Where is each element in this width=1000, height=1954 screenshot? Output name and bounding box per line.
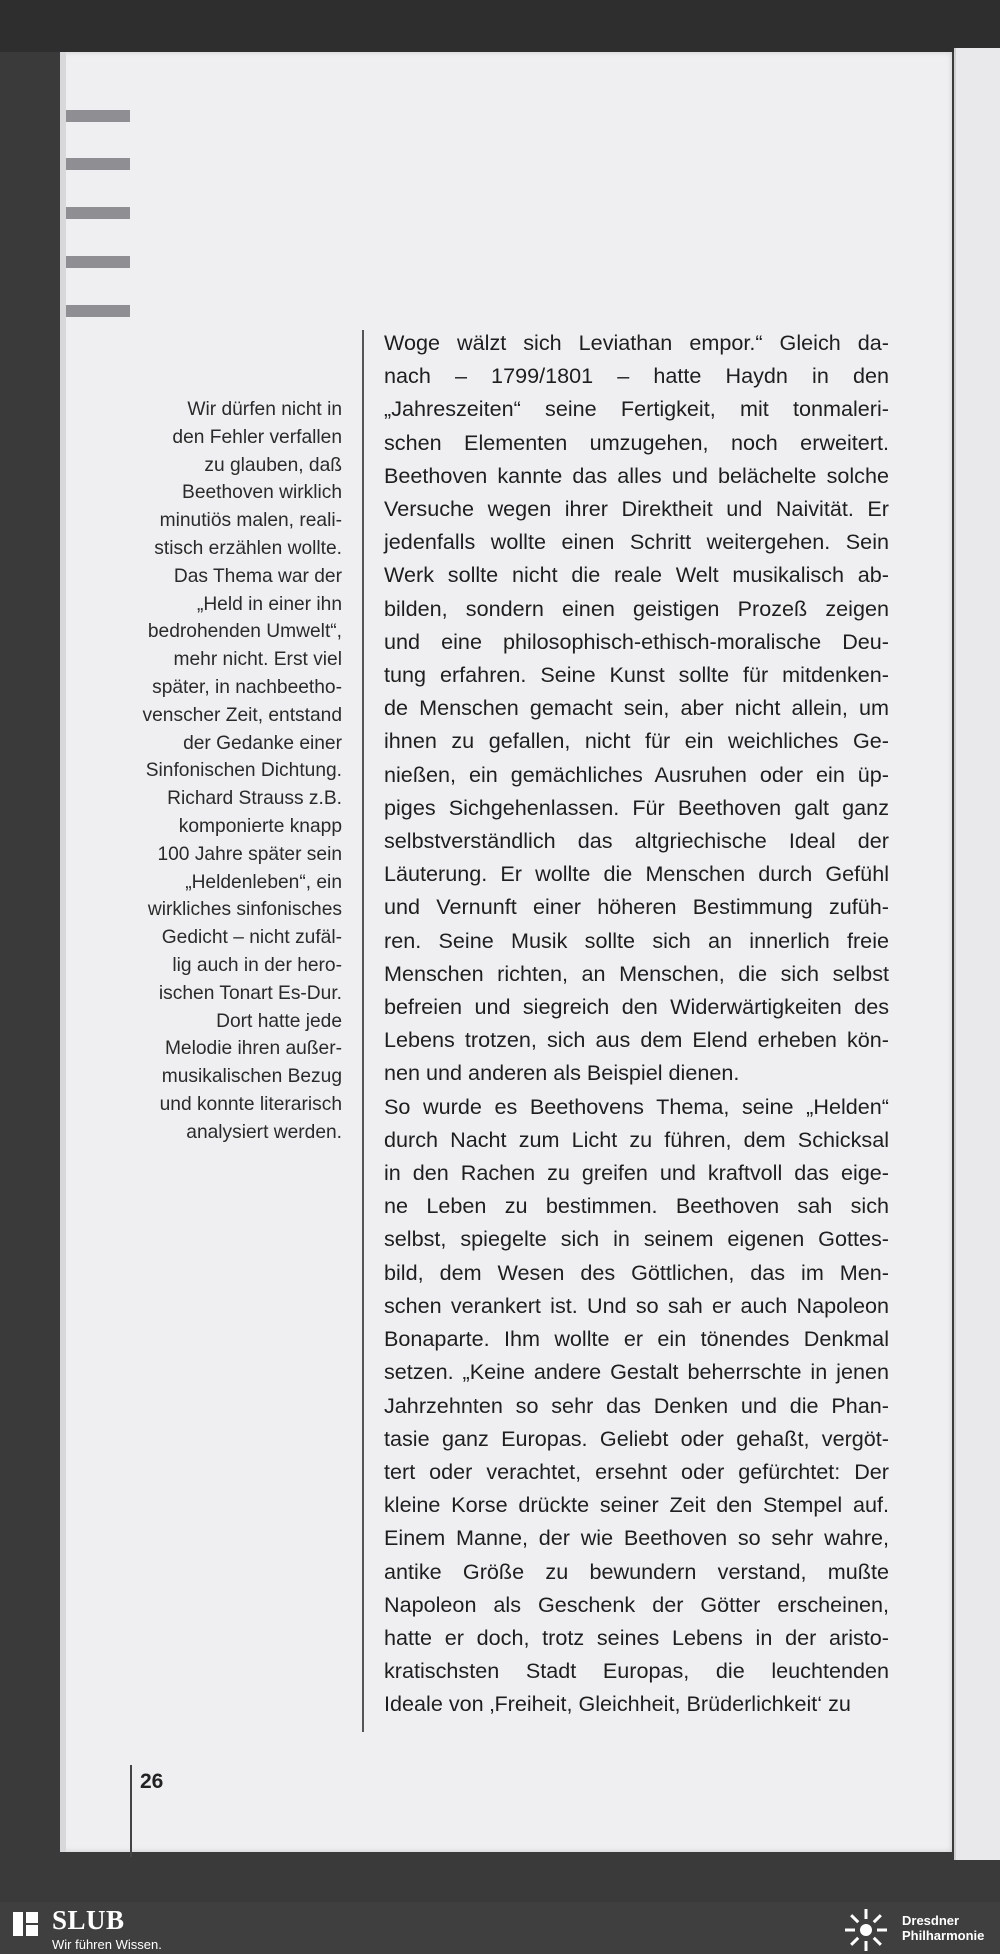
margin-tab-mark [66, 110, 130, 122]
text-line: Ideale von ‚Freiheit, Gleichheit, Brüderlichkeit‘ zu [384, 1691, 851, 1717]
next-page-edge [954, 48, 1000, 1860]
slub-logo-icon [12, 1910, 40, 1938]
text-line: Läuterung. Er wollte die Menschen durch Gefühl [384, 861, 889, 887]
margin-note: Wir dürfen nicht in den Fehler verfallen zu glauben, daß Beethoven wirklich minutiös malen, reali- stisch erzählen wollte. Das Thema war der „Held in einer ihn bedrohenden Umwelt“, mehr nicht. Erst viel später, in nachbeetho- venscher Zeit, entstand der Gedanke einer Sinfonischen Dichtung. Richard Strauss z.B. komponierte knapp 100 Jahre später sein „Heldenleben“, ein wirkliches sinfonisches Gedicht – nicht zufäl- lig auch in der hero- ischen Tonart Es-Dur. Dort hatte jede Melodie ihren außer- musikalischen Bezug und konnte literarisch analysiert werden. [142, 399, 342, 1143]
text-line: Bonaparte. Ihm wollte er ein tönendes Denkmal [384, 1326, 889, 1352]
text-line: schen Elementen umzugehen, noch erweitert. [384, 429, 889, 455]
text-line: in den Rachen zu greifen und kraftvoll das eige- [384, 1160, 889, 1186]
margin-tab-mark [66, 256, 130, 268]
scan-background-top [0, 0, 1000, 52]
text-line: Menschen richten, an Menschen, die sich selbst [384, 960, 889, 986]
text-line: jedenfalls wollte einen Schritt weitergehen. Sein [384, 529, 889, 555]
text-line: tert oder verachtet, ersehnt oder gefürchtet: Der [384, 1458, 889, 1484]
text-line: Versuche wegen ihrer Direktheit und Naivität. Er [384, 496, 889, 522]
margin-tab-mark [66, 158, 130, 170]
text-line: hatte er doch, trotz seines Lebens in der aristo- [384, 1624, 889, 1650]
text-line: bild, dem Wesen des Göttlichen, das im Men- [384, 1259, 889, 1285]
text-line: befreien und siegreich den Widerwärtigkeiten des [384, 994, 889, 1020]
text-line: Lebens trotzen, sich aus dem Elend erheben kön- [384, 1027, 889, 1053]
text-line: kleine Korse drückte seiner Zeit den Stempel auf. [384, 1492, 889, 1518]
page-number-rule [130, 1765, 132, 1857]
text-line: selbstverständlich das altgriechische Ideal der [384, 828, 889, 854]
column-divider [362, 330, 364, 1732]
philharmonie-logo-icon [842, 1908, 890, 1952]
text-line: tasie ganz Europas. Geliebt oder gehaßt, vergöt- [384, 1425, 889, 1451]
slub-tagline: Wir führen Wissen. [52, 1937, 162, 1952]
margin-tab-mark [66, 207, 130, 219]
text-line: nießen, ein gemächliches Ausruhen oder ein üp- [384, 761, 889, 787]
text-line: nach – 1799/1801 – hatte Haydn in den [384, 363, 889, 389]
text-line: ihnen zu gefallen, nicht für ein weichliches Ge- [384, 728, 889, 754]
text-line: bilden, sondern einen geistigen Prozeß zeigen [384, 595, 889, 621]
text-line: Napoleon als Geschenk der Götter erscheinen, [384, 1591, 889, 1617]
text-line: nen und anderen als Beispiel dienen. [384, 1060, 740, 1086]
text-line: „Jahreszeiten“ seine Fertigkeit, mit tonmaleri- [384, 396, 889, 422]
text-line: setzen. „Keine andere Gestalt beherrschte in jenen [384, 1359, 889, 1385]
text-line: ren. Seine Musik sollte sich an innerlich freie [384, 927, 889, 953]
text-line: Woge wälzt sich Leviathan empor.“ Gleich da- [384, 330, 889, 355]
text-line: und eine philosophisch-ethisch-moralische Deu- [384, 628, 889, 654]
text-line: durch Nacht zum Licht zu führen, dem Schicksal [384, 1126, 889, 1152]
slub-logo-text: SLUB [52, 1905, 125, 1935]
page-binding-edge [60, 52, 66, 1852]
text-line: Werk sollte nicht die reale Welt musikalisch ab- [384, 562, 889, 588]
paragraph-1 [384, 326, 889, 1090]
text-line: So wurde es Beethovens Thema, seine „Helden“ [384, 1093, 889, 1119]
text-line: Einem Manne, der wie Beethoven so sehr wahre, [384, 1525, 889, 1551]
philharmonie-line-2: Philharmonie [902, 1928, 985, 1943]
text-line: tung erfahren. Seine Kunst sollte für mitdenken- [384, 662, 889, 688]
page-number: 26 [140, 1770, 164, 1793]
text-line: Beethoven kannte das alles und belächelte solche [384, 462, 889, 488]
text-line: selbst, spiegelte sich in seinem eigenen Gottes- [384, 1226, 889, 1252]
text-line: ne Leben zu bestimmen. Beethoven sah sich [384, 1193, 889, 1219]
text-line: und Vernunft einer höheren Bestimmung zufüh- [384, 894, 889, 920]
text-line: antike Größe zu bewundern verstand, mußte [384, 1558, 889, 1584]
text-line: kratischsten Stadt Europas, die leuchtenden [384, 1658, 889, 1684]
text-line: de Menschen gemacht sein, aber nicht allein, um [384, 695, 889, 721]
text-line: Jahrzehnten so sehr das Denken und die Phan- [384, 1392, 889, 1418]
paragraph-2 [384, 1090, 889, 1721]
text-line: piges Sichgehenlassen. Für Beethoven galt ganz [384, 794, 889, 820]
text-line: schen verankert ist. Und so sah er auch Napoleon [384, 1292, 889, 1318]
philharmonie-logo-text [902, 1913, 984, 1943]
main-text-column [384, 326, 889, 1721]
philharmonie-line-1: Dresdner [902, 1913, 960, 1928]
margin-tab-mark [66, 305, 130, 317]
